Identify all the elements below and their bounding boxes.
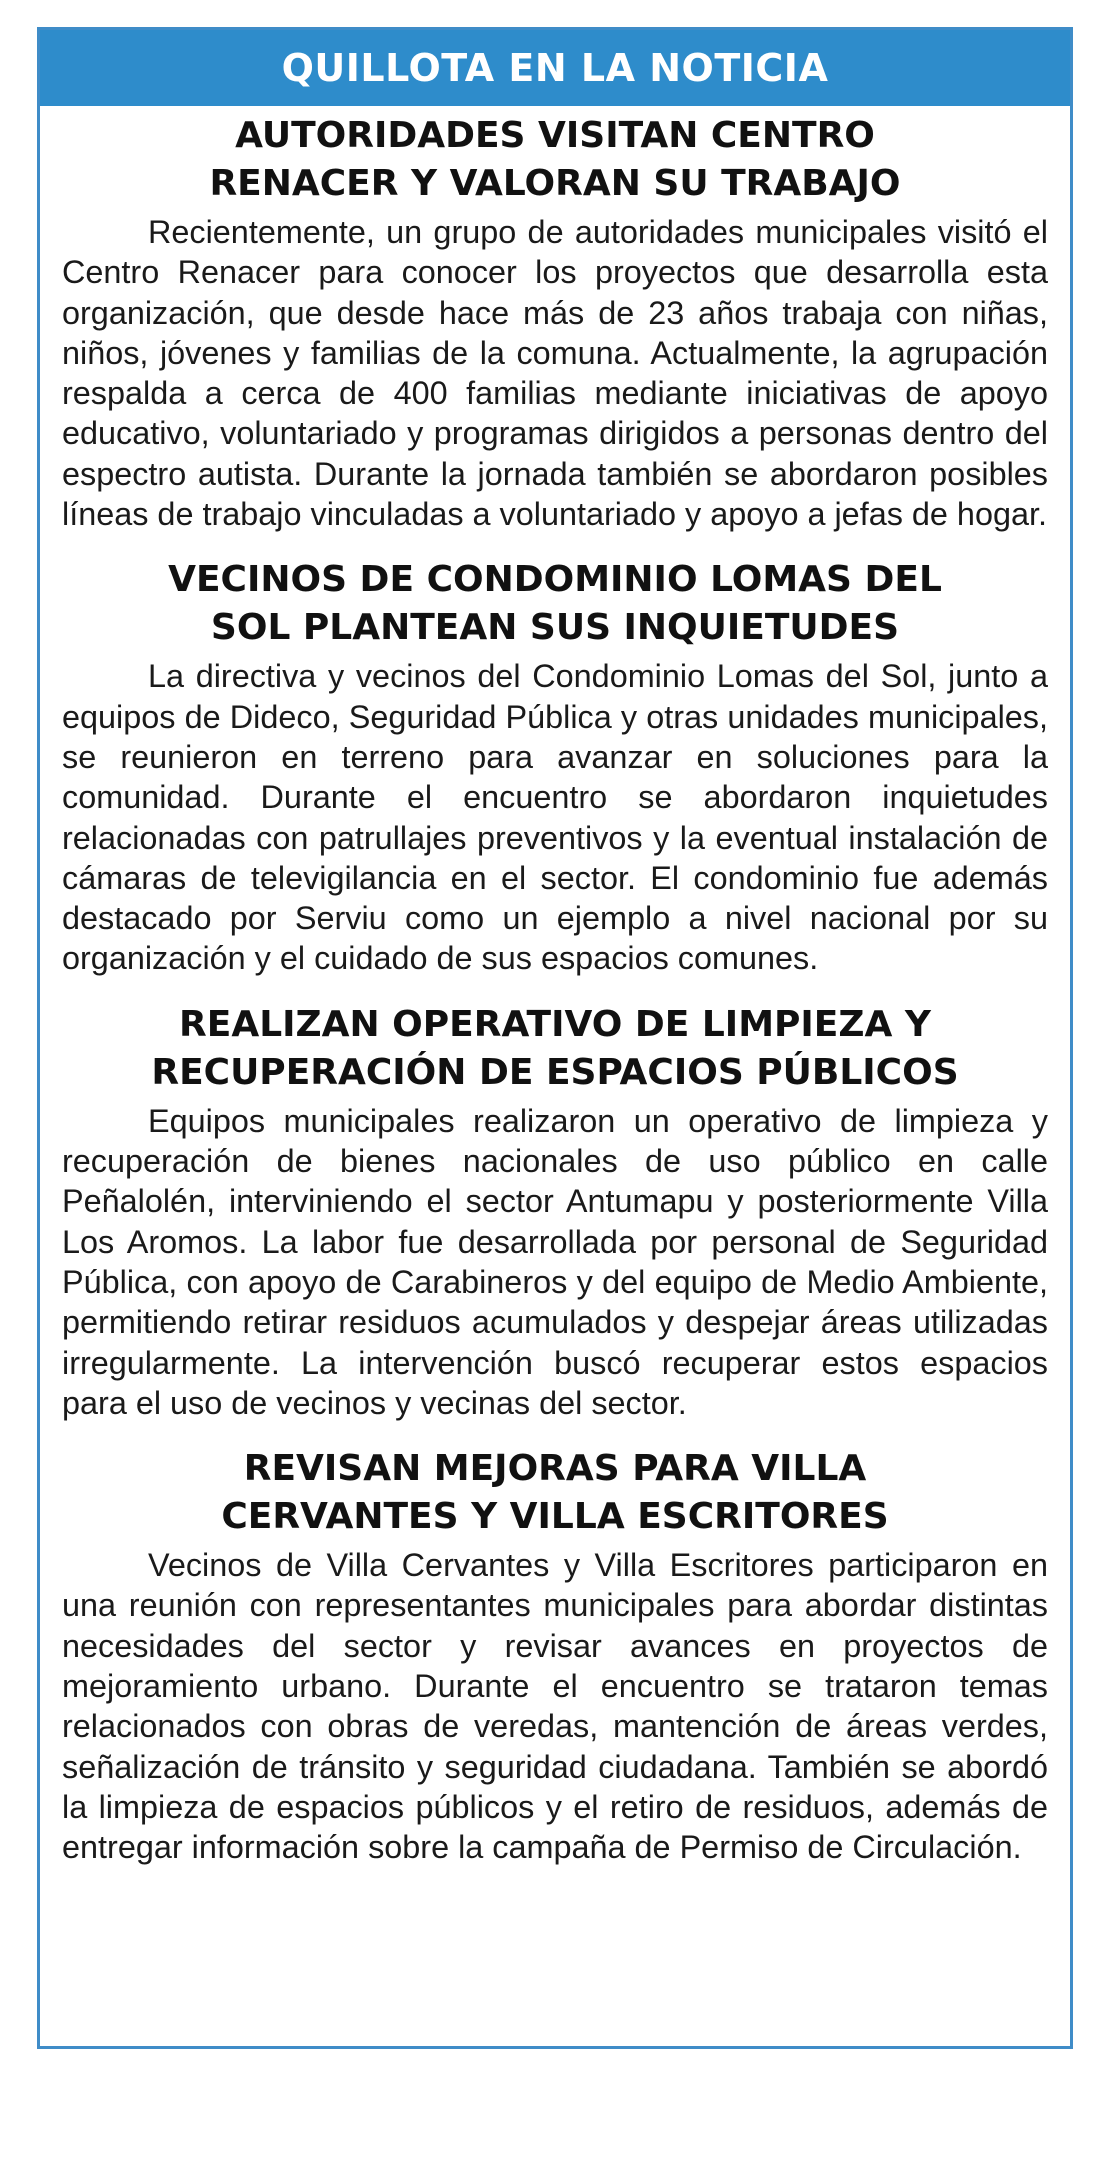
article-body: Equipos municipales realizaron un operativo de limpieza y recuperación de bienes nacionales de uso público en calle Peñalolén, interviniendo el sector Antumapu y posteriormente Villa Los Aromos. La labor fue desarrollada por personal de Seguridad Pública, con apoyo de Carabineros y del equipo de Medio Ambiente, permitiendo retirar residuos acumulados y despejar áreas utilizadas irregularmente. La intervención buscó recuperar estos espacios para el uso de vecinos y vecinas del sector. — [62, 1102, 1048, 1421]
news-box — [37, 27, 1073, 2049]
article-headline: VECINOS DE CONDOMINIO LOMAS DEL SOL PLANTEAN SUS INQUIETUDES — [168, 559, 942, 649]
article-operativo-limpieza — [62, 1001, 1048, 1423]
news-content — [40, 106, 1070, 1868]
article-centro-renacer — [62, 112, 1048, 534]
article-headline: REVISAN MEJORAS PARA VILLA CERVANTES Y VILLA ESCRITORES — [221, 1448, 889, 1538]
article-headline: REALIZAN OPERATIVO DE LIMPIEZA Y RECUPERACIÓN DE ESPACIOS PÚBLICOS — [151, 1003, 959, 1093]
article-body: Vecinos de Villa Cervantes y Villa Escritores participaron en una reunión con representantes municipales para abordar distintas necesidades del sector y revisar avances en proyectos de mejoramiento urbano. Durante el encuentro se trataron temas relacionados con obras de veredas, mantención de áreas verdes, señalización de tránsito y seguridad ciudadana. También se abordó la limpieza de espacios públicos y el retiro de residuos, además de entregar información sobre la campaña de Permiso de Circulación. — [62, 1547, 1048, 1866]
article-body: Recientemente, un grupo de autoridades municipales visitó el Centro Renacer para conocer los proyectos que desarrolla esta organización, que desde hace más de 23 años trabaja con niñas, niños, jóvenes y familias de la comuna. Actualmente, la agrupación respalda a cerca de 400 familias mediante iniciativas de apoyo educativo, voluntariado y programas dirigidos a personas dentro del espectro autista. Durante la jornada también se abordaron posibles líneas de trabajo vinculadas a voluntariado y apoyo a jefas de hogar. — [62, 214, 1048, 533]
section-banner: QUILLOTA EN LA NOTICIA — [40, 30, 1070, 106]
article-headline: AUTORIDADES VISITAN CENTRO RENACER Y VALORAN SU TRABAJO — [209, 115, 901, 204]
article-villa-cervantes — [62, 1445, 1048, 1867]
article-body: La directiva y vecinos del Condominio Lomas del Sol, junto a equipos de Dideco, Seguridad Pública y otras unidades municipales, se reunieron en terreno para avanzar en soluciones para la comunidad. Durante el encuentro se abordaron inquietudes relacionadas con patrullajes preventivos y la eventual instalación de cámaras de televigilancia en el sector. El condominio fue además destacado por Serviu como un ejemplo a nivel nacional por su organización y el cuidado de sus espacios comunes. — [62, 658, 1048, 977]
article-lomas-del-sol — [62, 556, 1048, 978]
